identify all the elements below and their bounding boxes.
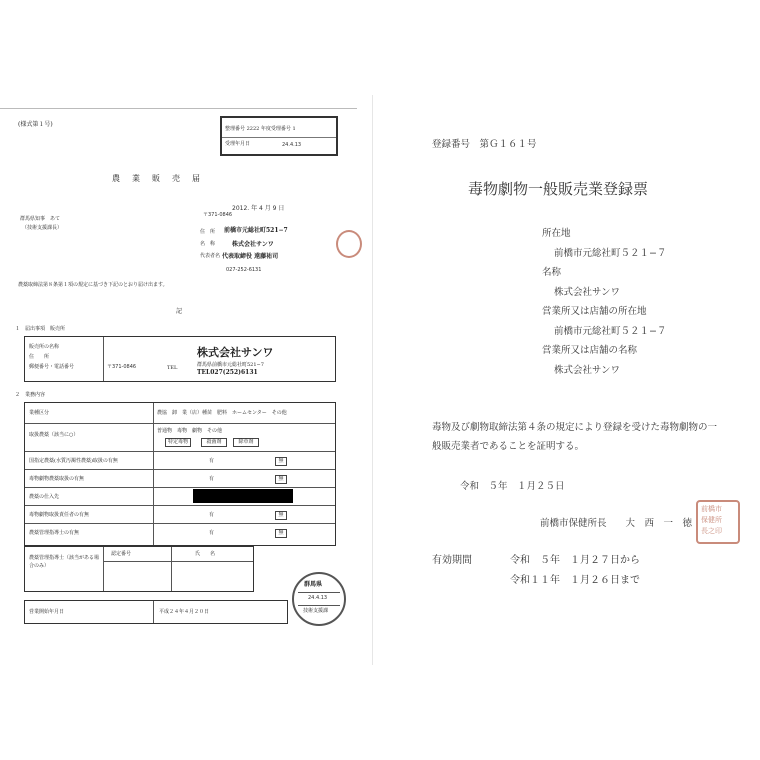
receipt-stamp xyxy=(292,572,346,626)
field-label-store-location: 営業所又は店舗の所在地 xyxy=(542,306,647,317)
section2-heading: ２ 業務内容 xyxy=(15,392,46,398)
intro-text: 農薬取締法第８条第１項の規定に基づき下記のとおり届け出ます。 xyxy=(18,282,168,288)
addressee: 群馬県知事 あて xyxy=(20,216,61,222)
row-mark-national: 無 xyxy=(275,457,287,466)
validity-label: 有効期間 xyxy=(432,555,472,566)
row-label-pesticide-type: 取扱農薬（該当に○） xyxy=(29,432,79,438)
statement-line1: 毒物及び劇物取締法第４条の規定により登録を受けた毒物劇物の一 xyxy=(432,422,718,433)
row-value-manager: 有 xyxy=(209,512,215,518)
issue-date: 令和 ５年 １月２５日 xyxy=(460,481,565,492)
page-divider xyxy=(372,95,373,665)
seal-line1: 前橋市 xyxy=(701,505,722,513)
left-title: 農 業 販 売 届 xyxy=(112,174,202,183)
section2-table xyxy=(24,402,336,546)
start-value: 平成２４年４月２０日 xyxy=(159,609,210,615)
s1-label-name: 販売所の名称 xyxy=(29,344,60,350)
field-label-store-name: 営業所又は店舗の名称 xyxy=(542,345,638,356)
field-label-name: 名称 xyxy=(542,267,562,278)
field-label-location: 所在地 xyxy=(542,228,571,239)
applicant-rep: 代表取締役 遠藤祐司 xyxy=(222,253,279,260)
left-document xyxy=(0,0,372,760)
date-written: 2012. 年 4 月 9 日 xyxy=(232,205,285,212)
row-value-national: 有 xyxy=(209,458,215,464)
statement-line2: 般販売業者であることを証明する。 xyxy=(432,441,585,452)
row-mark-manager: 無 xyxy=(275,511,287,520)
ki-mark: 記 xyxy=(176,308,183,315)
row-label-poison: 毒物劇物農薬取扱の有無 xyxy=(29,476,85,482)
start-date-table xyxy=(24,600,288,624)
field-value-name: 株式会社サンワ xyxy=(554,287,621,298)
header-box-line2: 受理年月日 xyxy=(225,141,251,147)
s1-label-address: 住 所 xyxy=(29,354,50,360)
row-label-national: 国指定農薬(水質汚濁性農薬)取扱の有無 xyxy=(29,458,118,464)
row-value-instructor: 有 xyxy=(209,530,215,536)
s1-label-contact: 郵便番号・電話番号 xyxy=(29,364,75,370)
section1-table xyxy=(24,336,336,382)
tag-fungicide: 殺菌剤 xyxy=(201,438,227,447)
section1-heading: １ 届出事項 販売所 xyxy=(15,326,66,332)
s1-address: 群馬県前橋市元総社町521−7 xyxy=(197,362,264,368)
row-value-business-type: 農協 卸 業（店）種苗 肥料 ホームセンター その他 xyxy=(157,410,287,416)
field-value-store-location: 前橋市元総社町５２１−７ xyxy=(554,326,667,337)
seal-line2: 保健所 xyxy=(701,516,722,524)
scan-edge-line xyxy=(0,108,357,109)
applicant-label-address: 住 所 xyxy=(200,229,216,235)
row-value-poison: 有 xyxy=(209,476,215,482)
row-label-business-type: 業種区分 xyxy=(29,410,50,416)
row-label-manager: 毒物劇物取扱責任者の有無 xyxy=(29,512,90,518)
right-title: 毒物劇物一般販売業登録票 xyxy=(468,180,649,198)
applicant-tel: 027-252-6131 xyxy=(226,267,262,273)
header-box-date: 24.4.13 xyxy=(282,142,302,148)
official-seal xyxy=(696,500,740,544)
right-document xyxy=(378,0,760,760)
form-number: (様式第１号) xyxy=(18,121,53,128)
manager-label: 農薬管理指導士（該当がある場合のみ） xyxy=(29,555,100,569)
field-value-location: 前橋市元総社町５２１−７ xyxy=(554,248,667,259)
reg-number: 登録番号 第Ｇ１６１号 xyxy=(432,139,537,150)
s1-phone: TEL027(252)6131 xyxy=(197,369,258,376)
s1-postal: 〒371-0846 xyxy=(107,364,137,370)
tag-herbicide: 除草剤 xyxy=(233,438,259,447)
issuer: 前橋市保健所長 大 西 一 徳 xyxy=(540,518,693,529)
validity-from: 令和 ５年 １月２７日から xyxy=(510,555,640,566)
receipt-stamp-date: 24.4.13 xyxy=(308,595,328,601)
receipt-stamp-bottom: 技術支援課 xyxy=(303,608,329,614)
manager-col-cert: 認定番号 xyxy=(111,551,132,557)
applicant-label-rep: 代表者名 xyxy=(200,253,221,259)
field-value-store-name: 株式会社サンワ xyxy=(554,365,621,376)
header-box-line1: 整理番号 2222 年度受理番号 1 xyxy=(225,126,296,132)
applicant-address: 前橋市元総社町521−7 xyxy=(224,227,288,234)
s1-tel-label: TEL xyxy=(167,365,178,371)
manager-table xyxy=(24,546,254,592)
row-label-supplier: 農薬の仕入先 xyxy=(29,494,60,500)
start-label: 営業開始年月日 xyxy=(29,609,65,615)
row-mark-instructor: 無 xyxy=(275,529,287,538)
applicant-label-name: 名 称 xyxy=(200,241,216,247)
applicant-seal xyxy=(336,230,362,258)
receipt-stamp-top: 群馬県 xyxy=(304,581,323,588)
row-mark-poison: 無 xyxy=(275,475,287,484)
redaction-bar xyxy=(193,489,293,503)
row-value-pesticide-type: 普通物 毒物 劇物 その他 xyxy=(157,428,223,434)
addressee-sub: （技術支援課長） xyxy=(22,225,63,231)
s1-company: 株式会社サンワ xyxy=(197,346,274,359)
applicant-postal: 〒371-0846 xyxy=(203,212,233,218)
header-box xyxy=(220,116,338,156)
tag-normal: 特定毒物 xyxy=(165,438,191,447)
row-label-instructor: 農薬管理指導士の有無 xyxy=(29,530,80,536)
manager-col-name: 氏 名 xyxy=(195,551,216,557)
seal-line3: 長之印 xyxy=(701,527,722,535)
validity-to: 令和１１年 １月２６日まで xyxy=(510,575,640,586)
applicant-company: 株式会社サンワ xyxy=(232,241,274,248)
